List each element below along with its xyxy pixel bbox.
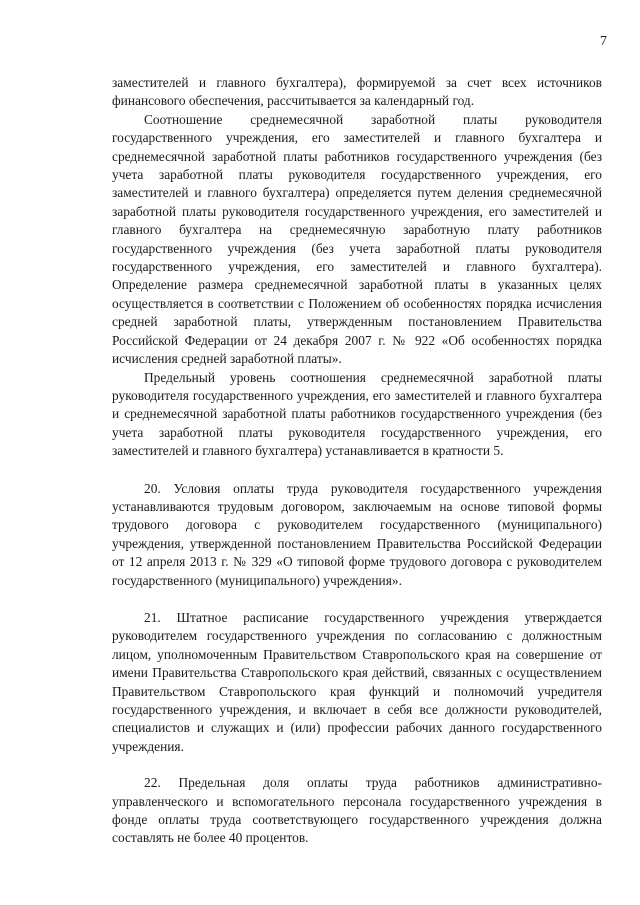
paragraph-ratio-limit: Предельный уровень соотношения среднемесячной заработной платы руководителя государственного учреждения, его заместителей и главного бухгалтера и среднемесячной заработной платы работников государственного учреждения (без учета заработной платы руководителя государственного учреждения, его заместителей и главного бухгалтера) устанавливается в кратности 5. [112,369,602,459]
page-number: 7 [600,34,607,49]
paragraph-salary-ratio: Соотношение среднемесячной заработной платы руководителя государственного учреждения, его заместителей и главного бухгалтера и среднемесячной заработной платы работников государственного учреждения (без учета заработной платы руководителя государственного учреждения, его заместителей и главного бухгалтера) определяется путем деления среднемесячной заработной платы руководителя государственного учреждения, его заместителей и главного бухгалтера на среднемесячную заработную плату работников государственного учреждения (без учета заработной платы руководителя государственного учреждения, его заместителей и главного бухгалтера). Определение размера среднемесячной заработной платы в указанных целях осуществляется в соответствии с Положением об особенностях порядка исчисления средней заработной платы, утвержденным постановлением Правительства Российской Федерации от 24 декабря 2007 г. № 922 «Об особенностях порядка исчисления средней заработной платы». [112,111,602,367]
paragraph-continuation: заместителей и главного бухгалтера), формируемой за счет всех источников финансового обеспечения, рассчитывается за календарный год. [112,75,602,109]
document-body [112,74,602,848]
paragraph-item-21: 21. Штатное расписание государственного учреждения утверждается руководителем государственного учреждения по согласованию с должностным лицом, уполномоченным Правительством Ставропольского края на совершение от имени Правительства Ставропольского края действий, связанных с осуществлением Правительством Ставропольского края функций и полномочий учредителя государственного учреждения, и включает в себя все должности руководителей, специалистов и служащих и (или) профессии рабочих данного государственного учреждения. [112,609,602,754]
paragraph-item-22: 22. Предельная доля оплаты труда работников административно-управленческого и вспомогательного персонала государственного учреждения в фонде оплаты труда соответствующего государственного учреждения должна составлять не более 40 процентов. [112,775,602,846]
paragraph-item-20: 20. Условия оплаты труда руководителя государственного учреждения устанавливаются трудовым договором, заключаемым на основе типовой формы трудового договора с руководителем государственного (муниципального) учреждения, утвержденной постановлением Правительства Российской Федерации от 12 апреля 2013 г. № 329 «О типовой форме трудового договора с руководителем государственного (муниципального) учреждения». [112,480,602,588]
